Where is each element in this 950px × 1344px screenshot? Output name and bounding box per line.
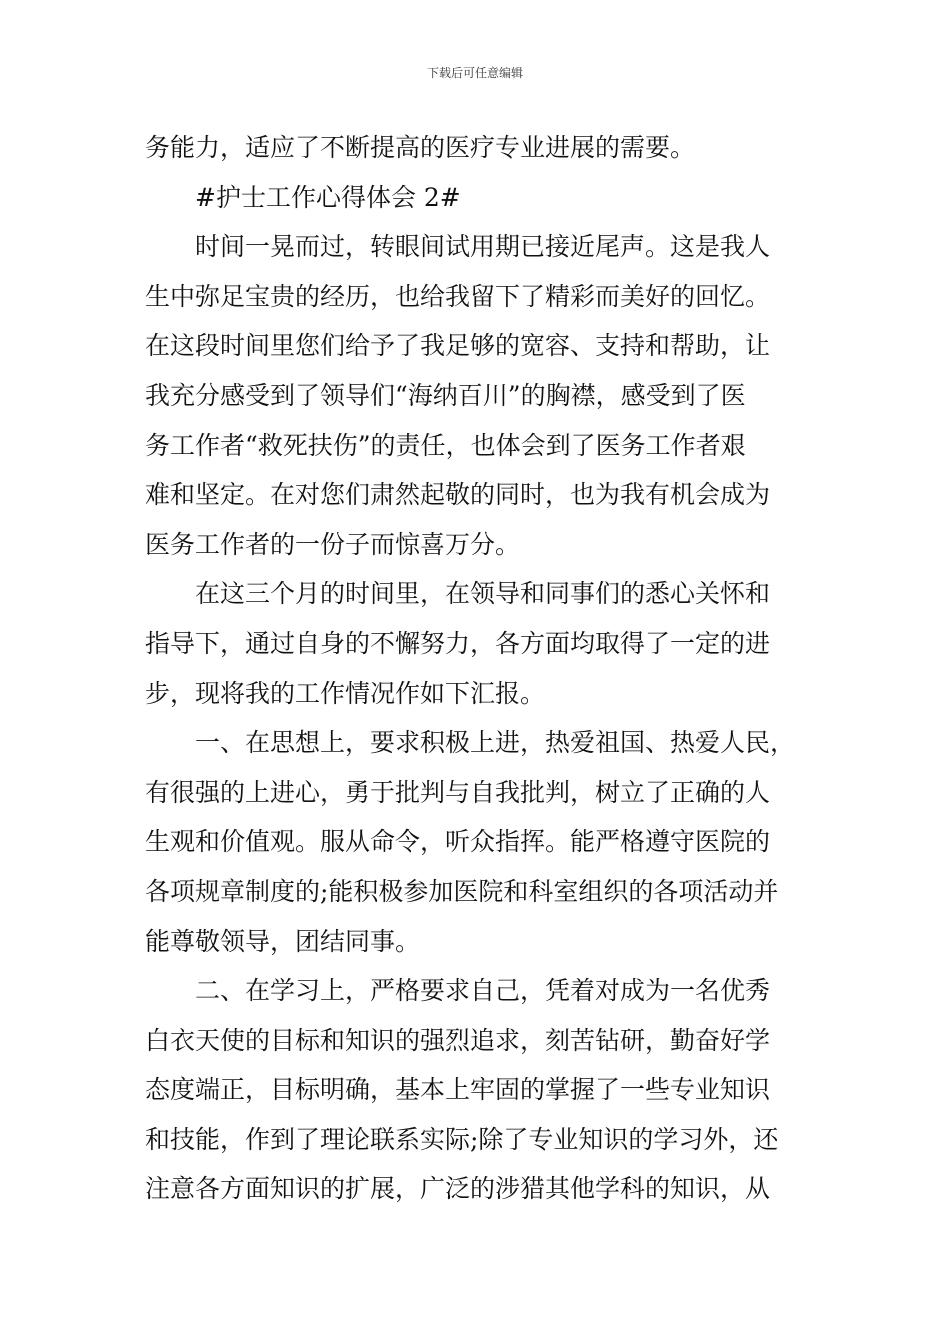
- text-line: 在这三个月的时间里，在领导和同事们的悉心关怀和: [195, 579, 771, 609]
- text-line: 二、在学习上，严格要求自己，凭着对成为一名优秀: [195, 976, 771, 1006]
- text-line: 步，现将我的工作情况作如下汇报。: [145, 678, 546, 708]
- text-line: 难和坚定。在对您们肃然起敬的同时，也为我有机会成为: [145, 480, 771, 510]
- text-line: 务工作者“救死扶伤”的责任，也体会到了医务工作者艰: [145, 430, 746, 460]
- text-line: 各项规章制度的;能积极参加医院和科室组织的各项活动并: [145, 876, 779, 906]
- text-line: 一、在思想上，要求积极上进，热爱祖国、热爱人民，: [195, 728, 796, 758]
- text-line: 有很强的上进心，勇于批判与自我批判，树立了正确的人: [145, 777, 771, 807]
- text-line: 能尊敬领导，团结同事。: [145, 926, 421, 956]
- text-line: 态度端正，目标明确，基本上牢固的掌握了一些专业知识: [145, 1075, 771, 1105]
- text-line: 时间一晃而过，转眼间试用期已接近尾声。这是我人: [195, 232, 771, 262]
- text-line: 生观和价值观。服从命令，听众指挥。能严格遵守医院的: [145, 827, 771, 857]
- text-line: 在这段时间里您们给予了我足够的宽容、支持和帮助，让: [145, 331, 771, 361]
- text-line: 和技能，作到了理论联系实际;除了专业知识的学习外，还: [145, 1124, 779, 1154]
- text-line: 医务工作者的一份子而惊喜万分。: [145, 529, 521, 559]
- text-line: 指导下，通过自身的不懈努力，各方面均取得了一定的进: [145, 628, 771, 658]
- text-line: #护士工作心得体会 2#: [195, 182, 461, 212]
- text-line: 生中弥足宝贵的经历，也给我留下了精彩而美好的回忆。: [145, 281, 771, 311]
- document-body: [145, 123, 815, 1214]
- text-line: 注意各方面知识的扩展，广泛的涉猎其他学科的知识，从: [145, 1174, 771, 1204]
- text-line: 我充分感受到了领导们“海纳百川”的胸襟，感受到了医: [145, 380, 746, 410]
- page-header: 下载后可任意编辑: [426, 66, 523, 80]
- text-line: 务能力，适应了不断提高的医疗专业进展的需要。: [145, 133, 696, 162]
- text-line: 白衣天使的目标和知识的强烈追求，刻苦钻研，勤奋好学: [145, 1025, 771, 1055]
